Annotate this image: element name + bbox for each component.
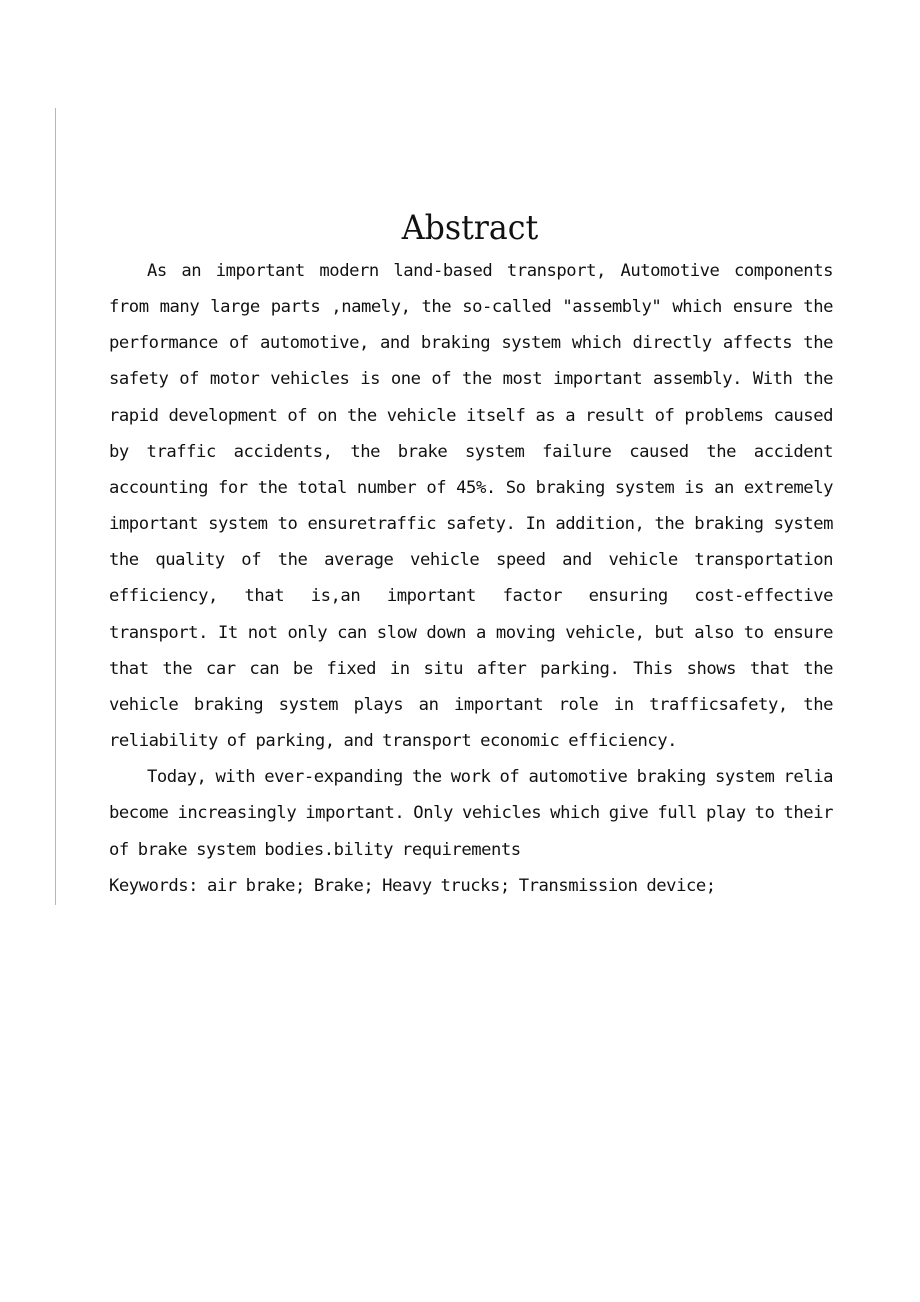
abstract-paragraph-2: Today, with ever-expanding the work of automotive braking system relia become increasingly important. Only vehicles which give full play to their of brake system bodies.bility requirements bbox=[109, 767, 833, 860]
keywords-line: Keywords: air brake; Brake; Heavy trucks; Transmission device; bbox=[109, 875, 716, 896]
page-title: Abstract bbox=[401, 208, 539, 248]
abstract-paragraph-1: As an important modern land-based transport, Automotive components from many large parts ,namely, the so-called "assembly" which ensure the performance of automotive, and braking system which directly affects the safety of motor vehicles is one of the most important assembly. With the rapid development of on the vehicle itself as a result of problems caused by traffic accidents, the brake system failure caused the accident accounting for the total number of 45%. So braking system is an extremely important system to ensuretraffic safety. In addition, the braking system the quality of the average vehicle speed and vehicle transportation efficiency, that is,an important factor ensuring cost-effective transport. It not only can slow down a moving vehicle, but also to ensure that the car can be fixed in situ after parking. This shows that the vehicle braking system plays an important role in trafficsafety, the reliability of parking, and transport economic efficiency. bbox=[109, 261, 833, 752]
abstract-body bbox=[109, 253, 833, 904]
